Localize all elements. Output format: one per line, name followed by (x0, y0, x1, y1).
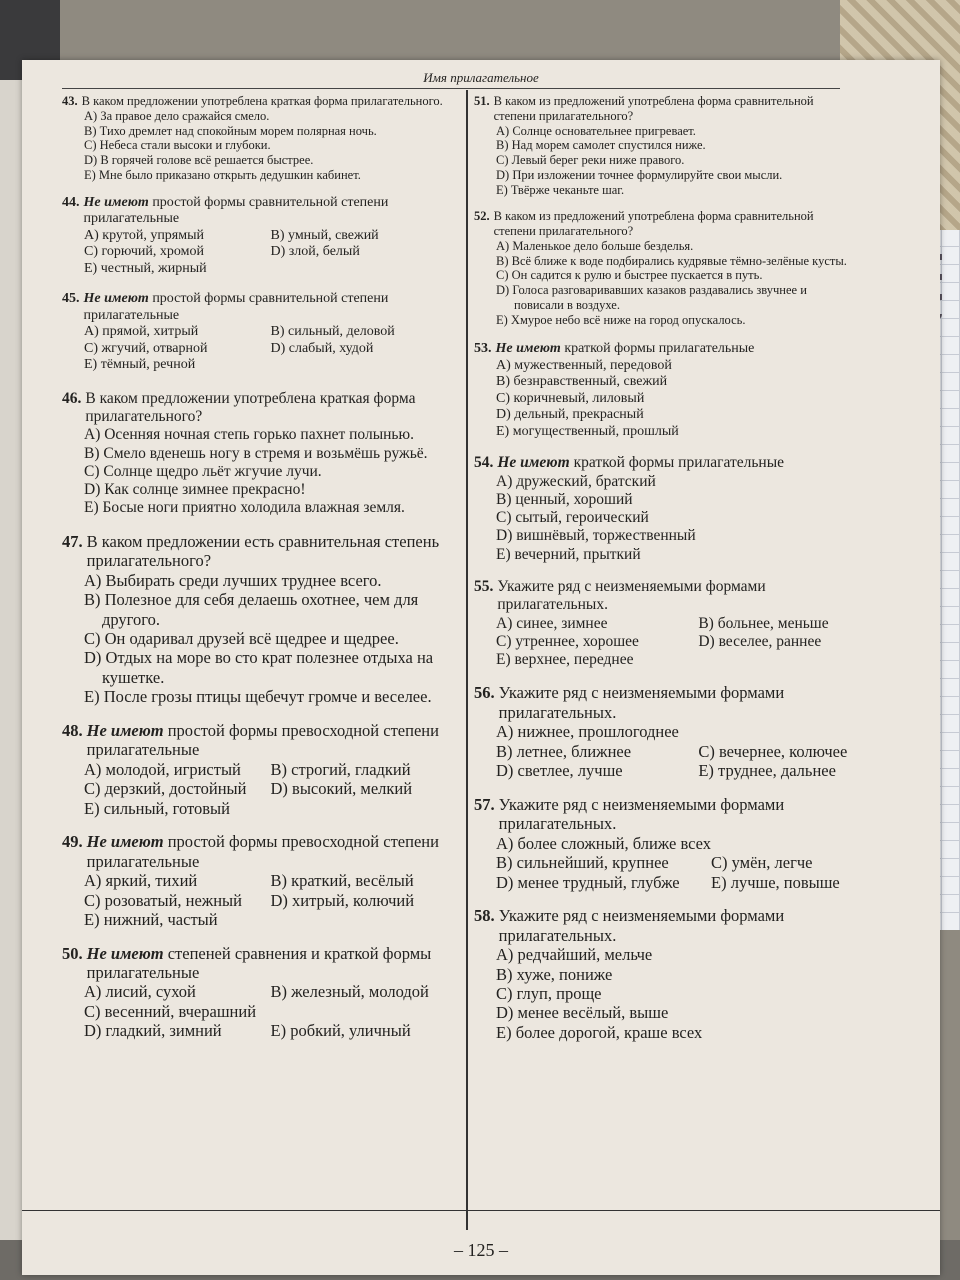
question-number: 51. (474, 94, 490, 108)
question-number: 55. (474, 578, 494, 596)
option: E) робкий, уличный (270, 1021, 411, 1041)
option: E) сильный, готовый (84, 798, 230, 818)
negation-emphasis: Не имеют (83, 194, 149, 210)
option: A) За правое дело сражайся смело. (84, 108, 270, 123)
question-number: 56. (474, 683, 495, 703)
option: D) злой, белый (270, 244, 360, 260)
question-text: простой формы превосходной степени прилагательные (86, 832, 439, 871)
question-text: Укажите ряд с неизменяемыми формами прилагательных. (498, 683, 785, 722)
option: A) прямой, хитрый (84, 324, 199, 340)
question-text: степеней сравнения и краткой формы прилагательные (86, 943, 432, 982)
option: E) честный, жирный (84, 260, 207, 276)
option: C) Солнце щедро льёт жгучие лучи. (84, 462, 322, 480)
option: D) Как солнце зимнее прекрасно! (84, 481, 306, 499)
option: A) крутой, упрямый (84, 227, 205, 243)
option: C) Он садится к рулю и быстрее пускается в путь. (496, 268, 763, 283)
question-45 (62, 291, 457, 374)
question-44 (62, 195, 457, 278)
option: C) Он одаривал друзей всё щедрее и щедрее. (84, 628, 399, 648)
question-number: 47. (62, 531, 83, 551)
option: C) вечернее, колючее (698, 741, 848, 761)
option: E) труднее, дальнее (698, 761, 836, 781)
option: C) Левый берег реки ниже правого. (496, 153, 685, 167)
question-number: 48. (62, 720, 83, 740)
option: E) вечерний, прыткий (496, 545, 641, 563)
question-55 (474, 578, 854, 669)
option: E) нижний, частый (84, 910, 218, 930)
option: D) Отдых на море во сто крат полезнее отдыха на кушетке. (84, 648, 434, 687)
question-text: В каком предложении употреблена краткая форма прилагательного. (81, 94, 443, 108)
question-text: краткой формы прилагательные (569, 454, 785, 472)
option: A) Осенняя ночная степь горько пахнет полынью. (84, 426, 414, 444)
option: D) слабый, худой (270, 340, 374, 356)
option: B) Полезное для себя делаешь охотнее, чем для другого. (84, 590, 419, 629)
question-text: краткой формы прилагательные (560, 341, 755, 357)
question-50 (62, 944, 457, 1041)
option: B) хуже, пониже (496, 964, 613, 984)
option: A) более сложный, ближе всех (496, 833, 712, 853)
option: A) редчайший, мельче (496, 945, 653, 965)
option: E) Мне было приказано открыть дедушкин кабинет. (84, 167, 361, 182)
negation-emphasis: Не имеют (83, 291, 149, 307)
question-number: 49. (62, 832, 83, 852)
option: B) безнравственный, свежий (496, 374, 668, 390)
option: A) яркий, тихий (84, 871, 198, 891)
header-rule (62, 88, 840, 89)
question-text: простой формы сравнительной степени прилагательные (83, 194, 389, 227)
question-text: Укажите ряд с неизменяемыми формами прилагательных. (498, 906, 785, 945)
question-number: 43. (62, 94, 78, 108)
option: B) Над морем самолет спустился ниже. (496, 138, 706, 153)
question-text: В каком предложении есть сравнительная степень прилагательного? (86, 531, 440, 571)
question-number: 58. (474, 906, 495, 926)
option: D) хитрый, колючий (270, 890, 415, 910)
option: C) утреннее, хорошее (496, 632, 639, 650)
option: E) Босые ноги приятно холодила влажная земля. (84, 499, 405, 517)
option: B) сильнейший, крупнее (496, 853, 669, 873)
option: E) Твёрже чеканьте шаг. (496, 182, 625, 197)
option: B) Всё ближе к воде подбирались кудрявые тёмно-зелёные кусты. (496, 253, 847, 268)
option: A) нижнее, прошлогоднее (496, 722, 679, 742)
page-number: – 125 – (454, 1240, 508, 1260)
option: E) После грозы птицы щебечут громче и веселее. (84, 687, 432, 707)
question-number: 44. (62, 194, 80, 210)
question-text: Укажите ряд с неизменяемыми формами прилагательных. (497, 578, 766, 614)
question-number: 45. (62, 291, 80, 307)
option: D) веселее, раннее (698, 632, 822, 650)
option: D) гладкий, зимний (84, 1021, 222, 1041)
option: B) умный, свежий (270, 227, 379, 243)
question-text: простой формы превосходной степени прилагательные (86, 720, 439, 760)
option: D) высокий, мелкий (270, 779, 413, 799)
option: C) весенний, вчерашний (84, 1001, 257, 1021)
option: D) светлее, лучше (496, 761, 623, 781)
option: C) коричневый, лиловый (496, 390, 645, 406)
option: A) синее, зимнее (496, 614, 608, 632)
column-divider (466, 90, 468, 1230)
option: D) В горячей голове всё решается быстрее. (84, 153, 314, 167)
option: D) менее весёлый, выше (496, 1003, 669, 1023)
question-text: В каком из предложений употреблена форма сравнительной степени прилагательного? (493, 209, 814, 238)
option: E) более дорогой, краше всех (496, 1022, 703, 1042)
question-text: Укажите ряд с неизменяемыми формами прилагательных. (498, 794, 785, 834)
option: B) Смело вденешь ногу в стремя и возьмёшь ружьё. (84, 444, 428, 462)
question-text: В каком предложении употреблена краткая форма прилагательного? (85, 389, 416, 425)
option: A) дружеский, братский (496, 472, 656, 490)
option: B) строгий, гладкий (270, 759, 411, 779)
negation-emphasis: Не имеют (497, 454, 570, 472)
question-54 (474, 454, 854, 564)
question-text: В каком из предложений употреблена форма сравнительной степени прилагательного? (493, 94, 814, 123)
question-text: простой формы сравнительной степени прилагательные (83, 291, 389, 323)
option: E) тёмный, речной (84, 357, 196, 373)
option: D) Голоса разговаривавших казаков раздавались звучнее и повисали в воздухе. (496, 283, 807, 312)
right-column (474, 94, 854, 1052)
question-57 (474, 795, 854, 892)
option: A) лисий, сухой (84, 982, 196, 1002)
option: B) Тихо дремлет над спокойным морем полярная ночь. (84, 123, 377, 138)
option: A) Выбирать среди лучших труднее всего. (84, 570, 382, 590)
question-51 (474, 94, 854, 197)
question-52 (474, 209, 854, 327)
book-page (22, 60, 940, 1275)
negation-emphasis: Не имеют (495, 341, 561, 357)
question-58 (474, 906, 854, 1042)
option: D) При изложении точнее формулируйте свои мысли. (496, 167, 783, 182)
question-47 (62, 532, 457, 707)
footer-rule (22, 1210, 940, 1211)
question-number: 53. (474, 341, 492, 357)
option: B) сильный, деловой (270, 324, 395, 340)
question-number: 52. (474, 209, 490, 224)
option: E) Хмурое небо всё ниже на город опускалось. (496, 312, 746, 327)
question-56 (474, 683, 854, 780)
option: E) верхнее, переднее (496, 651, 634, 669)
left-column (62, 94, 457, 1051)
question-48 (62, 721, 457, 818)
question-number: 57. (474, 794, 495, 814)
option: C) розоватый, нежный (84, 890, 242, 910)
option: B) летнее, ближнее (496, 741, 632, 761)
option: E) лучше, повыше (711, 872, 840, 892)
option: A) мужественный, передовой (496, 357, 672, 373)
option: C) умён, легче (711, 853, 813, 873)
negation-emphasis: Не имеют (86, 943, 164, 963)
option: B) больнее, меньше (698, 614, 829, 632)
negation-emphasis: Не имеют (86, 720, 164, 740)
question-number: 50. (62, 943, 83, 963)
option: C) сытый, героический (496, 509, 649, 527)
option: D) дельный, прекрасный (496, 407, 644, 423)
question-number: 46. (62, 389, 82, 407)
question-number: 54. (474, 454, 494, 472)
question-43 (62, 94, 457, 183)
option: C) дерзкий, достойный (84, 779, 247, 799)
option: C) горючий, хромой (84, 244, 204, 260)
option: E) могущественный, прошлый (496, 423, 679, 439)
option: B) краткий, весёлый (270, 871, 414, 891)
question-46 (62, 390, 457, 518)
option: D) вишнёвый, торжественный (496, 527, 696, 545)
option: C) жгучий, отварной (84, 340, 208, 356)
option: D) менее трудный, глубже (496, 872, 680, 892)
option: B) железный, молодой (270, 982, 429, 1002)
option: A) Солнце основательнее пригревает. (496, 123, 696, 138)
option: C) глуп, проще (496, 984, 602, 1003)
negation-emphasis: Не имеют (86, 832, 164, 852)
option: B) ценный, хороший (496, 490, 633, 508)
question-49 (62, 832, 457, 929)
running-head: Имя прилагательное (423, 70, 539, 85)
option: A) Маленькое дело больше безделья. (496, 238, 694, 253)
question-53 (474, 341, 854, 440)
option: A) молодой, игристый (84, 759, 241, 779)
option: C) Небеса стали высоки и глубоки. (84, 138, 271, 153)
